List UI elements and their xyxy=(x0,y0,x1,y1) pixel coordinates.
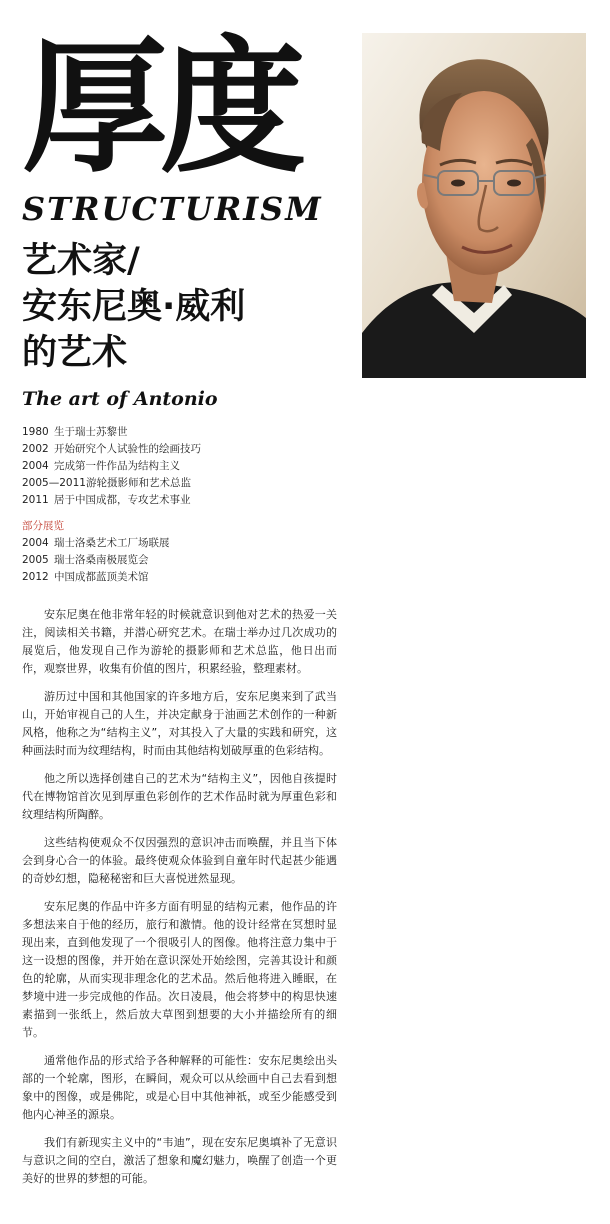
article-body xyxy=(22,606,337,1198)
body-paragraph: 这些结构使观众不仅因强烈的意识冲击而唤醒，并且当下体会到身心合一的体验。最终使观众体验到自童年时代起甚少能遇的奇妙幻想，隐秘秘密和巨大喜悦迸然显现。 xyxy=(22,836,337,885)
exhibition-year: 2012 xyxy=(22,571,49,583)
timeline xyxy=(22,424,352,509)
timeline-row xyxy=(22,424,352,441)
timeline-row xyxy=(22,475,352,492)
timeline-row xyxy=(22,492,352,509)
exhibition-year: 2005 xyxy=(22,554,49,566)
exhibition-row xyxy=(22,569,352,586)
timeline-text: 生于瑞士苏黎世 xyxy=(54,426,128,438)
exhibition-row xyxy=(22,552,352,569)
artist-portrait xyxy=(362,33,586,378)
exhibitions-list xyxy=(22,535,352,586)
subtitle-line: 艺术家/ xyxy=(22,241,140,281)
english-subtitle: The art of Antonio xyxy=(22,388,218,410)
main-title: 厚度 xyxy=(22,23,298,193)
timeline-text: 开始研究个人试验性的绘画技巧 xyxy=(54,443,201,455)
body-paragraph: 游历过中国和其他国家的许多地方后，安东尼奥来到了武当山，开始审视自己的人生，并决定献身于油画艺术创作的一种新风格，他称之为“结构主义”，对其投入了大量的实践和研究，这种画法时而为纹理结构，时而由其他结构划破厚重的色彩结构。 xyxy=(22,690,337,757)
body-paragraph: 安东尼奥在他非常年轻的时候就意识到他对艺术的热爱一关注，阅读相关书籍，并潜心研究艺术。在瑞士举办过几次成功的展览后，他发现自己作为游轮的摄影师和艺术总监，他日出而作，观察世界，收集有价值的图片，积累经验，整理素材。 xyxy=(22,608,337,675)
timeline-text: 完成第一件作品为结构主义 xyxy=(54,460,180,472)
exhibition-text: 瑞士洛桑南极展览会 xyxy=(54,554,149,566)
exhibitions-heading: 部分展览 xyxy=(22,520,64,532)
exhibition-row xyxy=(22,535,352,552)
body-paragraph: 安东尼奥的作品中许多方面有明显的结构元素，他作品的许多想法来自于他的经历，旅行和激情。他的设计经常在冥想时显现出来，直到他发现了一个很吸引人的图像。他将注意力集中于这一设想的图像，并开始在意识深处开始绘图，完善其设计和颜色的轮廓，从而实现非理念化的艺术品。然后他将进入睡眠，在梦境中进一步完成他的作品。次日凌晨，他会将梦中的构思快速素描到一张纸上，然后放大草图到想要的大小并描绘所有的细节。 xyxy=(22,900,337,1039)
timeline-year: 2002 xyxy=(22,443,49,455)
body-paragraph: 他之所以选择创建自己的艺术为“结构主义”，因他自孩提时代在博物馆首次见到厚重色彩创作的艺术作品时就为厚重色彩和纹理结构所陶醉。 xyxy=(22,772,337,821)
timeline-row xyxy=(22,458,352,475)
timeline-year: 1980 xyxy=(22,426,49,438)
body-paragraph: 通常他作品的形式给予各种解释的可能性：安东尼奥绘出头部的一个轮廓，图形，在瞬间，观众可以从绘画中自己去看到想象中的图像，或是佛陀，或是心目中其他神祇，或至少能感受到他内心神圣的源泉。 xyxy=(22,1054,337,1121)
timeline-year: 2005—2011 xyxy=(22,477,86,489)
body-paragraph: 我们有新现实主义中的“韦迪”，现在安东尼奥填补了无意识与意识之间的空白，激活了想象和魔幻魅力，唤醒了创造一个更美好的世界的梦想的可能。 xyxy=(22,1136,337,1185)
timeline-row xyxy=(22,441,352,458)
timeline-year: 2004 xyxy=(22,460,49,472)
exhibition-year: 2004 xyxy=(22,537,49,549)
timeline-text: 游轮摄影师和艺术总监 xyxy=(86,477,191,489)
exhibition-text: 瑞士洛桑艺术工厂场联展 xyxy=(54,537,170,549)
timeline-year: 2011 xyxy=(22,494,49,506)
timeline-text: 居于中国成都，专攻艺术事业 xyxy=(54,494,191,506)
exhibition-text: 中国成都蓝顶美术馆 xyxy=(54,571,149,583)
english-title: STRUCTURISM xyxy=(22,190,323,228)
subtitle xyxy=(22,238,362,376)
subtitle-line: 安东尼奥·威利 xyxy=(22,287,246,327)
subtitle-line: 的艺术 xyxy=(22,333,128,373)
